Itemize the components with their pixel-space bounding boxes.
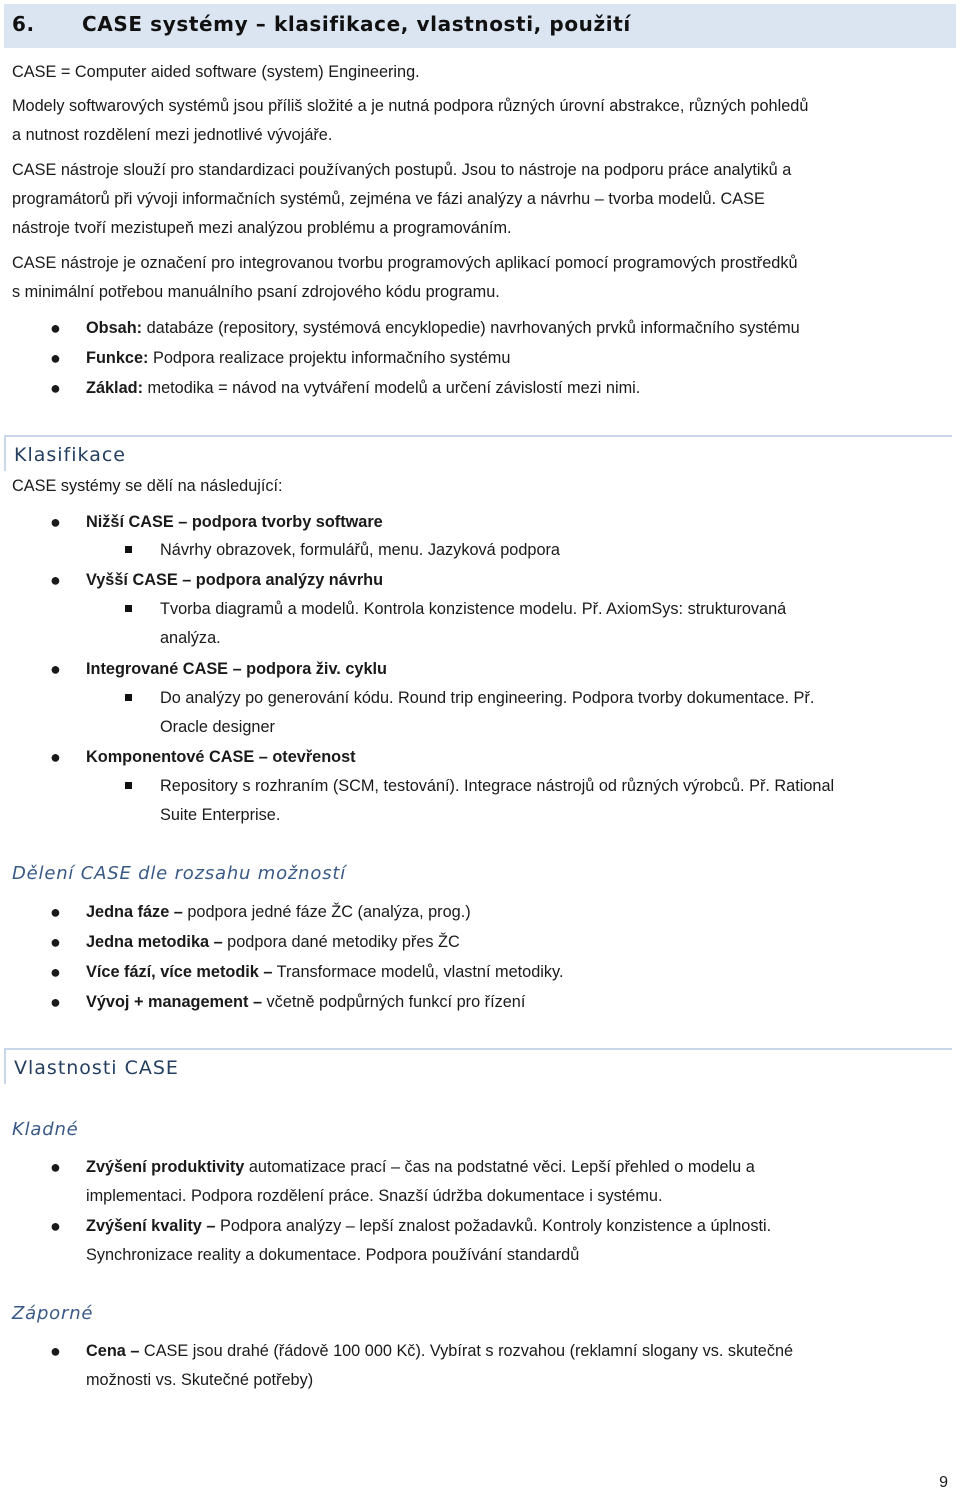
sub-item: Do analýzy po generování kódu. Round trip engineering. Podpora tvorby dokumentace. Př. (160, 689, 815, 707)
intro-line: s minimální potřebou manuálního psaní zdrojového kódu programu. (12, 283, 500, 301)
intro-line: CASE = Computer aided software (system) Engineering. (12, 63, 420, 81)
sub-item: Repository s rozhraním (SCM, testování). Integrace nástrojů od různých výrobců. Př. Rational (160, 777, 835, 795)
list-item: Integrované CASE – podpora živ. cyklu (86, 660, 387, 678)
subsection-heading-deleni: Dělení CASE dle rozsahu možností (12, 863, 347, 884)
list-item: Základ: metodika = návod na vytváření modelů a určení závislostí mezi nimi. (86, 379, 641, 397)
list-item: Zvýšení produktivity automatizace prací – čas na podstatné věci. Lepší přehled o modelu a (86, 1158, 755, 1176)
chapter-number: 6. (12, 12, 35, 36)
bullet-icon: ● (50, 747, 61, 767)
list-item: Obsah: databáze (repository, systémová encyklopedie) navrhovaných prvků informačního systému (86, 319, 800, 337)
intro-line: a nutnost rozdělení mezi jednotlivé vývojáře. (12, 126, 333, 144)
intro-line: nástroje tvoří mezistupeň mezi analýzou problému a programováním. (12, 219, 512, 237)
intro-line: CASE nástroje slouží pro standardizaci používaných postupů. Jsou to nástroje na podporu práce analytiků a (12, 161, 792, 179)
bullet-icon: ● (50, 1216, 61, 1236)
list-item: Vývoj + management – včetně podpůrných funkcí pro řízení (86, 993, 526, 1011)
square-bullet-icon (125, 605, 132, 612)
sub-item: Tvorba diagramů a modelů. Kontrola konzistence modelu. Př. AxiomSys: strukturovaná (160, 600, 787, 618)
bullet-icon: ● (50, 1157, 61, 1177)
list-item-continuation: možnosti vs. Skutečné potřeby) (86, 1371, 314, 1389)
list-item: Nižší CASE – podpora tvorby software (86, 513, 383, 531)
list-item-continuation: Synchronizace reality a dokumentace. Podpora používání standardů (86, 1246, 580, 1264)
bullet-icon: ● (50, 962, 61, 982)
chapter-heading (4, 4, 956, 48)
list-item: Zvýšení kvality – Podpora analýzy – lepší znalost požadavků. Kontroly konzistence a úplnosti. (86, 1217, 772, 1235)
section-intro: CASE systémy se dělí na následující: (12, 477, 283, 495)
intro-line: CASE nástroje je označení pro integrovanou tvorbu programových aplikací pomocí programových prostředků (12, 254, 798, 272)
sub-item: Návrhy obrazovek, formulářů, menu. Jazyková podpora (160, 541, 560, 559)
bullet-icon: ● (50, 570, 61, 590)
subsection-heading-zaporne: Záporné (12, 1303, 94, 1324)
sub-item: analýza. (160, 629, 221, 647)
bullet-icon: ● (50, 992, 61, 1012)
list-item-continuation: implementaci. Podpora rozdělení práce. Snazší údržba dokumentace i systému. (86, 1187, 663, 1205)
list-item: Více fází, více metodik – Transformace modelů, vlastní metodiky. (86, 963, 564, 981)
intro-line: programátorů při vývoji informačních systémů, zejména ve fázi analýzy a návrhu – tvorba modelů. CASE (12, 190, 765, 208)
page-number: 9 (939, 1474, 948, 1491)
bullet-icon: ● (50, 902, 61, 922)
bullet-icon: ● (50, 1341, 61, 1361)
list-item: Jedna fáze – podpora jedné fáze ŽC (analýza, prog.) (86, 903, 471, 921)
bullet-icon: ● (50, 318, 61, 338)
list-item: Funkce: Podpora realizace projektu informačního systému (86, 349, 511, 367)
intro-line: Modely softwarových systémů jsou příliš složité a je nutná podpora různých úrovní abstrakce, různých pohledů (12, 97, 809, 115)
list-item: Komponentové CASE – otevřenost (86, 748, 356, 766)
bullet-icon: ● (50, 932, 61, 952)
bullet-icon: ● (50, 512, 61, 532)
list-item: Vyšší CASE – podpora analýzy návrhu (86, 571, 384, 589)
bullet-icon: ● (50, 348, 61, 368)
subsection-heading-kladne: Kladné (12, 1119, 79, 1140)
list-item: Cena – CASE jsou drahé (řádově 100 000 Kč). Vybírat s rozvahou (reklamní slogany vs. skutečné (86, 1342, 794, 1360)
sub-item: Suite Enterprise. (160, 806, 281, 824)
square-bullet-icon (125, 782, 132, 789)
chapter-title: CASE systémy – klasifikace, vlastnosti, použití (82, 12, 631, 36)
square-bullet-icon (125, 694, 132, 701)
list-item: Jedna metodika – podpora dané metodiky přes ŽC (86, 933, 460, 951)
bullet-icon: ● (50, 659, 61, 679)
section-heading-vlastnosti: Vlastnosti CASE (4, 1048, 952, 1084)
sub-item: Oracle designer (160, 718, 275, 736)
square-bullet-icon (125, 546, 132, 553)
bullet-icon: ● (50, 378, 61, 398)
section-heading-klasifikace: Klasifikace (4, 435, 952, 471)
